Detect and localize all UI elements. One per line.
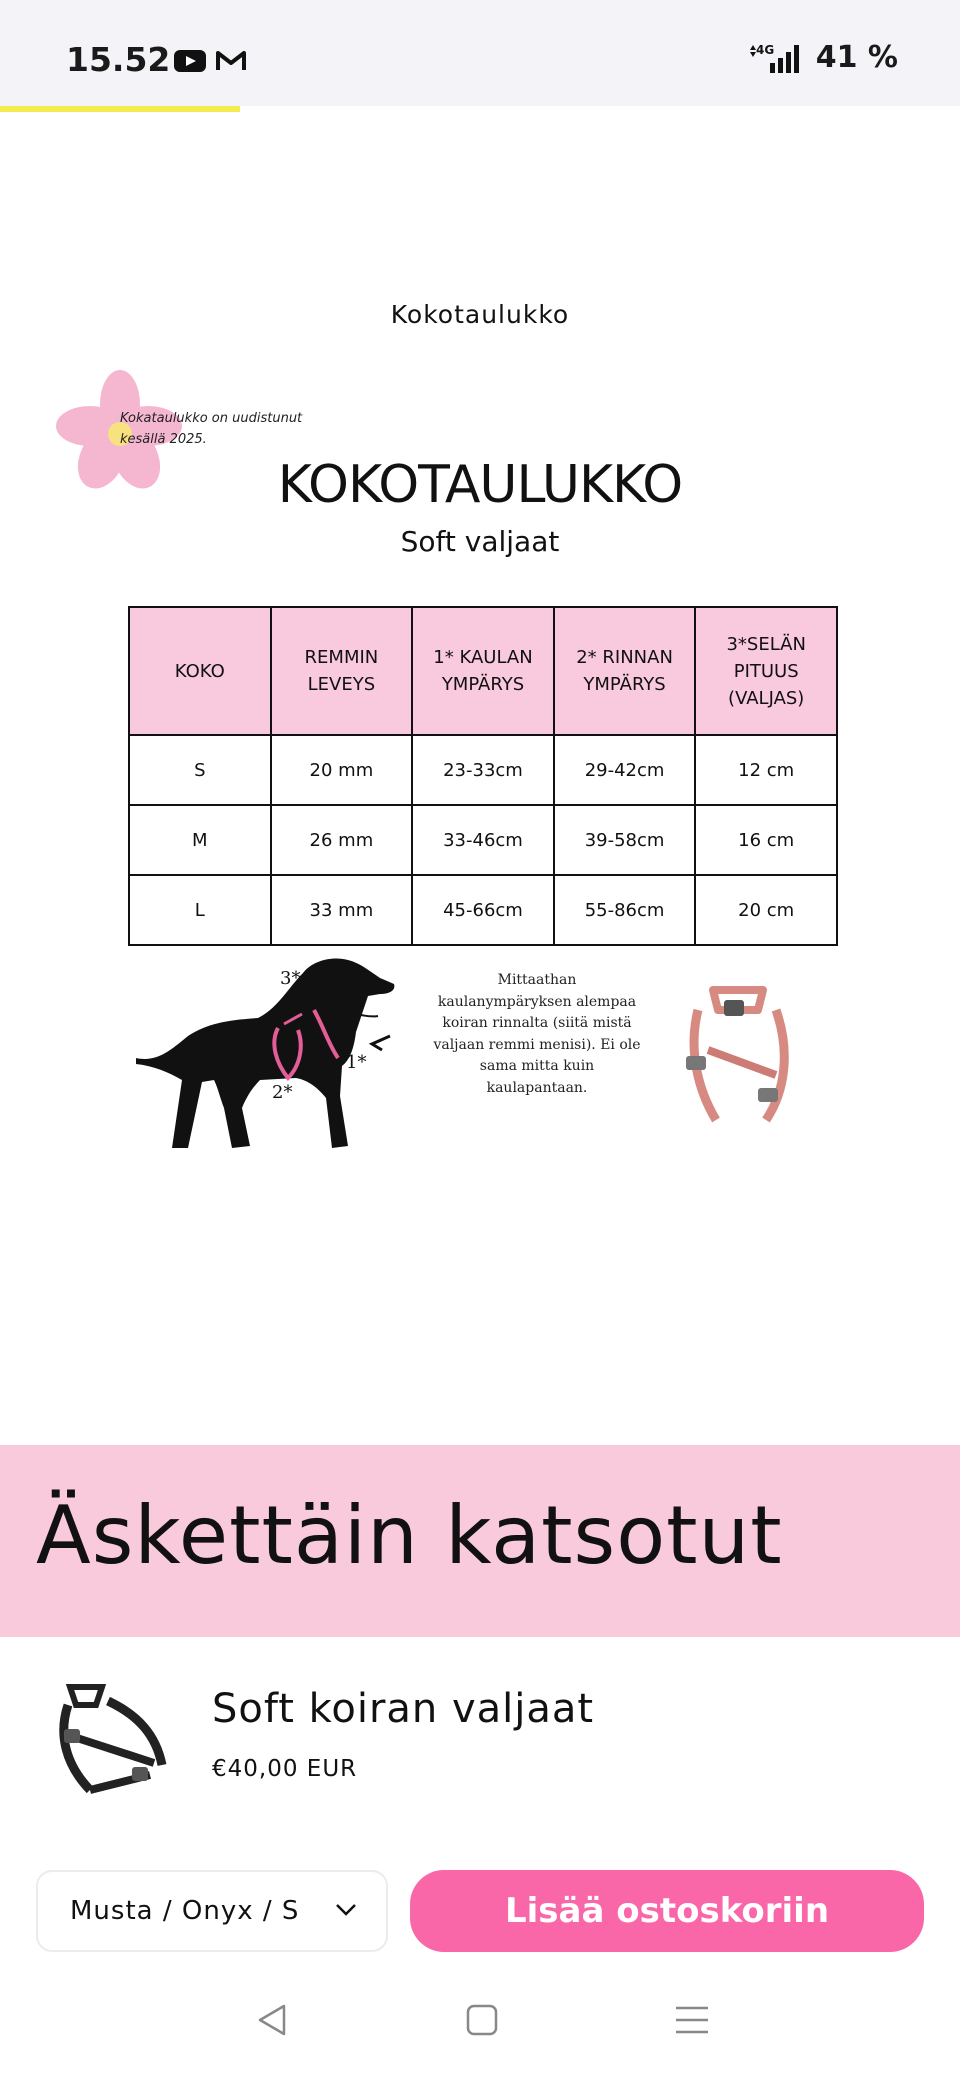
chart-subheading: Soft valjaat <box>400 525 560 558</box>
column-header: REMMIN LEVEYS <box>271 607 413 735</box>
table-cell: 23-33cm <box>412 735 554 805</box>
size-table <box>128 606 838 946</box>
flower-note: Kokataulukko on uudistunut kesällä 2025. <box>120 411 303 447</box>
table-cell: 29-42cm <box>554 735 696 805</box>
system-nav-bar <box>0 1980 960 2092</box>
product-price: €40,00 EUR <box>212 1756 358 1782</box>
chevron-down-icon <box>334 1902 358 1918</box>
table-cell: 12 cm <box>695 735 837 805</box>
column-header: KOKO <box>129 607 271 735</box>
dog-measurement-diagram <box>128 948 448 1158</box>
youtube-icon <box>174 50 206 72</box>
diagram-label-neck: 1* <box>346 1052 367 1073</box>
product-thumbnail[interactable] <box>50 1675 175 1800</box>
table-row <box>129 805 837 875</box>
recently-viewed-title: Äskettäin katsotut <box>36 1489 783 1582</box>
product-name[interactable]: Soft koiran valjaat <box>212 1686 595 1732</box>
table-cell: 45-66cm <box>412 875 554 945</box>
diagram-label-back: 3* <box>280 968 301 989</box>
home-icon[interactable] <box>462 2000 502 2040</box>
chart-heading: KOKOTAULUKKO <box>277 455 683 515</box>
status-bar <box>0 0 960 106</box>
table-cell: 20 mm <box>271 735 413 805</box>
page-load-progress <box>0 106 240 112</box>
table-cell: L <box>129 875 271 945</box>
menu-icon[interactable] <box>672 2000 712 2040</box>
table-cell: 20 cm <box>695 875 837 945</box>
status-time: 15.52 <box>66 40 171 79</box>
table-cell: 16 cm <box>695 805 837 875</box>
table-cell: 33-46cm <box>412 805 554 875</box>
battery-level: 41 % <box>815 40 898 75</box>
table-cell: 55-86cm <box>554 875 696 945</box>
gmail-icon <box>216 50 246 72</box>
table-row <box>129 875 837 945</box>
add-to-cart-button[interactable]: Lisää ostoskoriin <box>410 1870 924 1952</box>
diagram-label-chest: 2* <box>272 1082 293 1103</box>
signal-icon <box>748 41 806 75</box>
recently-viewed-banner <box>0 1445 960 1637</box>
column-header: 3*SELÄN PITUUS (VALJAS) <box>695 607 837 735</box>
network-label: 4G <box>755 42 774 57</box>
harness-product-image <box>658 980 808 1130</box>
table-cell: 26 mm <box>271 805 413 875</box>
column-header: 1* KAULAN YMPÄRYS <box>412 607 554 735</box>
status-notification-icons <box>174 50 246 72</box>
measure-note: Mittaathan kaulanympäryksen alempaa koiran rinnalta (siitä mistä valjaan remmi menisi). Ei ole sama mitta kuin kaulapantaan. <box>433 972 641 1096</box>
size-chart-title: Kokotaulukko <box>390 300 570 329</box>
back-icon[interactable] <box>252 2000 292 2040</box>
variant-selected-value: Musta / Onyx / S <box>70 1896 300 1926</box>
variant-select[interactable] <box>36 1870 388 1952</box>
table-cell: S <box>129 735 271 805</box>
table-cell: 39-58cm <box>554 805 696 875</box>
table-cell: M <box>129 805 271 875</box>
table-header-row <box>129 607 837 735</box>
column-header: 2* RINNAN YMPÄRYS <box>554 607 696 735</box>
table-row <box>129 735 837 805</box>
table-cell: 33 mm <box>271 875 413 945</box>
status-right <box>748 40 898 75</box>
